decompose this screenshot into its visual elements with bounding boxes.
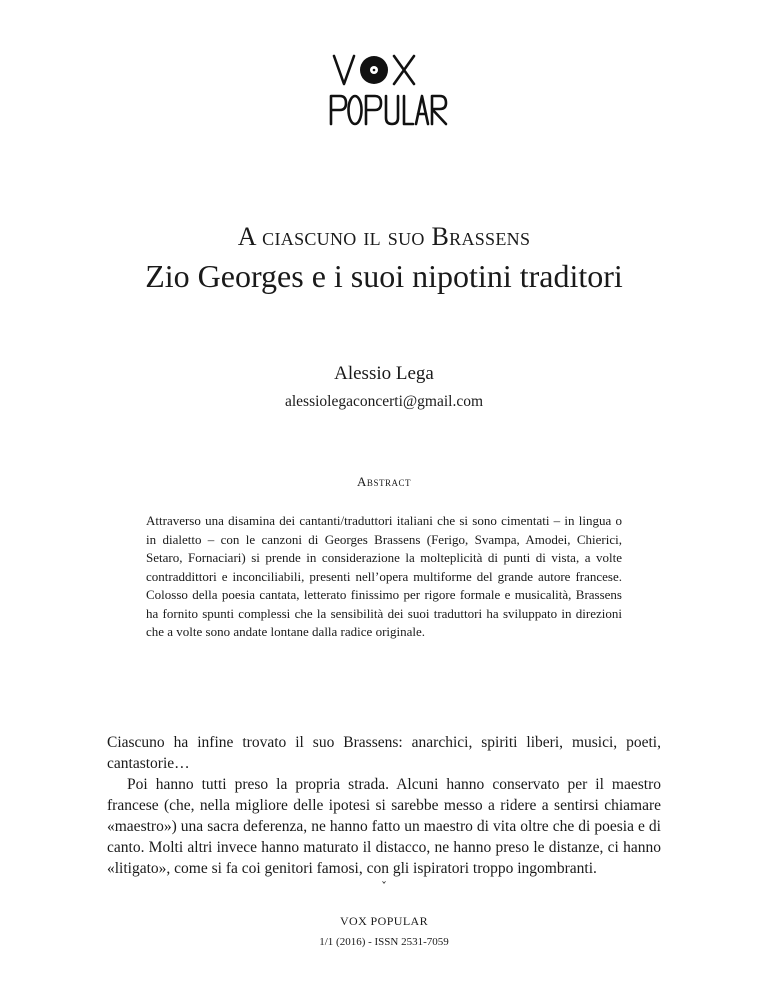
title-part-a: A — [237, 222, 263, 251]
footer-issn: 1/1 (2016) - ISSN 2531-7059 — [319, 936, 449, 948]
body-text — [107, 732, 661, 879]
author-name: Alessio Lega — [334, 363, 434, 384]
vox-popular-logo-icon — [328, 52, 450, 132]
article-title — [0, 220, 768, 296]
footer-journal-name: VOX POPULAR — [339, 914, 429, 928]
abstract-heading: Abstract — [357, 474, 411, 489]
title-line-1 — [0, 220, 768, 254]
title-line-2: Zio Georges e i suoi nipotini traditori — [145, 258, 623, 294]
journal-logo — [328, 52, 450, 132]
title-part-rassens: rassens — [449, 222, 531, 251]
author-email: alessiolegaconcerti@gmail.com — [284, 393, 484, 410]
title-part-b: B — [431, 222, 450, 251]
abstract-text: Attraverso una disamina dei cantanti/traduttori italiani che si sono cimentati – in lingua o in dialetto – con le canzoni di Georges Brassens (Ferigo, Svampa, Amodei, Chierici, Setaro, Fornaciari) si prende in considerazione la molteplicità di punti di vista, a volte contraddittori e inconciliabili, presenti nell’opera multiforme del grande autore francese. Colosso della poesia cantata, letterato finissimo per rigore formale e musicalità, Brassens ha fornito spunti complessi che la sensibilità dei suoi traduttori ha sviluppato in direzioni che a volte sono andate lontane dalla radice originale. — [146, 513, 622, 639]
section-ornament-icon: ˇ — [381, 880, 387, 894]
body-paragraph: Ciascuno ha infine trovato il suo Brassens: anarchici, spiriti liberi, musici, poeti, cantastorie… — [107, 734, 661, 772]
body-paragraph: Poi hanno tutti preso la propria strada. Alcuni hanno conservato per il maestro francese (che, nella migliore delle ipotesi si sarebbe messo a ridere a sentirsi chiamare «maestro») una sacra deferenza, ne hanno fatto un maestro di vita oltre che di poesia e di canto. Molti altri invece hanno maturato il distacco, ne hanno preso le distanze, ci hanno «litigato», come si fa coi genitori famosi, con gli ispiratori troppo ingombranti. — [107, 776, 661, 877]
title-part-ciascuno: ciascuno il suo — [262, 222, 432, 251]
